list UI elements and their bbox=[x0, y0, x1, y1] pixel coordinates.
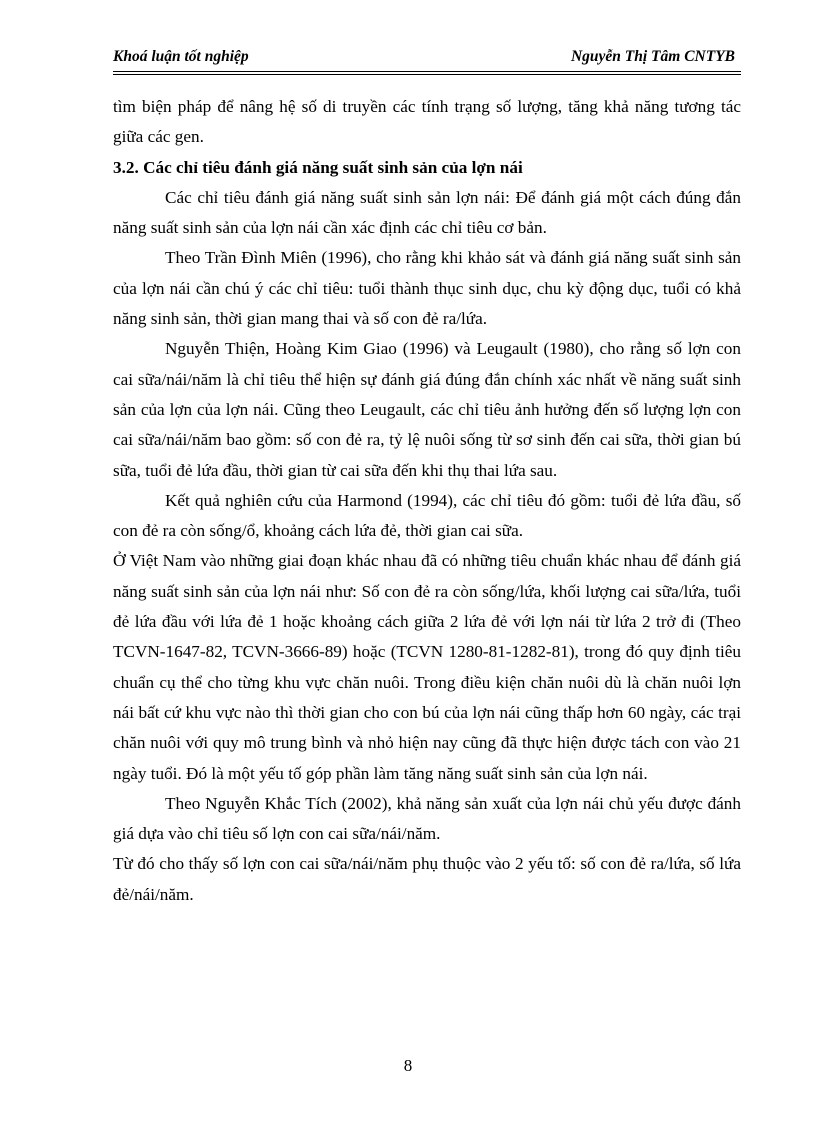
header-author: Nguyễn Thị Tâm CNTYB bbox=[570, 48, 735, 65]
header-rule-bottom bbox=[113, 74, 741, 75]
paragraph-nguyen-thien: Nguyễn Thiện, Hoàng Kim Giao (1996) và Leugault (1980), cho rằng số lợn con cai sữa/nái/năm là chỉ tiêu thể hiện sự đánh giá đúng đắn chính xác nhất về năng suất sinh sản của lợn của lợn nái. Cũng theo Leugault, các chỉ tiêu ảnh hưởng đến số lượng lợn con cai sữa/nái/năm bao gồm: số con đẻ ra, tỷ lệ nuôi sống từ sơ sinh đến cai sữa, thời gian bú sữa, tuổi đẻ lứa đầu, thời gian từ cai sữa đến khi thụ thai lứa sau. bbox=[113, 339, 741, 480]
section-heading: 3.2. Các chỉ tiêu đánh giá năng suất sinh sản của lợn nái bbox=[113, 157, 523, 177]
header-rule-top bbox=[113, 71, 741, 72]
paragraph-conclusion: Từ đó cho thấy số lợn con cai sữa/nái/năm phụ thuộc vào 2 yếu tố: số con đẻ ra/lứa, số lứa đẻ/nái/năm. bbox=[113, 854, 741, 904]
page-header bbox=[113, 48, 741, 70]
paragraph-criteria-intro: Các chỉ tiêu đánh giá năng suất sinh sản lợn nái: Để đánh giá một cách đúng đắn năng suất sinh sản của lợn nái cần xác định các chỉ tiêu cơ bản. bbox=[113, 187, 741, 238]
paragraph-nguyen-khac-tich: Theo Nguyễn Khắc Tích (2002), khả năng sản xuất của lợn nái chủ yếu được đánh giá dựa vào chỉ tiêu số lợn con cai sữa/nái/năm. bbox=[113, 793, 741, 844]
paragraph-harmond: Kết quả nghiên cứu của Harmond (1994), các chỉ tiêu đó gồm: tuổi đẻ lứa đầu, số con đẻ ra còn sống/ổ, khoảng cách lứa đẻ, thời gian cai sữa. bbox=[113, 490, 741, 541]
page-number: 8 bbox=[403, 1056, 413, 1075]
paragraph-tran-dinh-mien: Theo Trần Đình Miên (1996), cho rằng khi khảo sát và đánh giá năng suất sinh sản của lợn nái cần chú ý các chỉ tiêu: tuổi thành thục sinh dục, chu kỳ động dục, tuổi có khả năng sinh sản, thời gian mang thai và số con đẻ ra/lứa. bbox=[113, 248, 741, 329]
body-text bbox=[113, 92, 741, 910]
paragraph-vietnam-standards: Ở Việt Nam vào những giai đoạn khác nhau đã có những tiêu chuẩn khác nhau để đánh giá năng suất sinh sản của lợn nái như: Số con đẻ ra còn sống/lứa, khối lượng cai sữa/lứa, tuổi đẻ lứa đầu với lứa đẻ 1 hoặc khoảng cách giữa 2 lứa đẻ với lợn nái từ lứa 2 trở đi (Theo TCVN-1647-82, TCVN-3666-89) hoặc (TCVN 1280-81-1282-81), trong đó quy định tiêu chuẩn cụ thể cho từng khu vực chăn nuôi. Trong điều kiện chăn nuôi dù là chăn nuôi lợn nái bất cứ khu vực nào thì thời gian cho con bú của lợn nái cũng thấp hơn 60 ngày, các trại chăn nuôi với quy mô trung bình và nhỏ hiện nay cũng đã thực hiện được tách con vào 21 ngày tuổi. Đó là một yếu tố góp phần làm tăng năng suất sinh sản của lợn nái. bbox=[113, 551, 741, 783]
header-thesis-title: Khoá luận tốt nghiệp bbox=[113, 48, 249, 65]
paragraph-continuation: tìm biện pháp để nâng hệ số di truyền các tính trạng số lượng, tăng khả năng tương tác giữa các gen. bbox=[113, 97, 741, 147]
